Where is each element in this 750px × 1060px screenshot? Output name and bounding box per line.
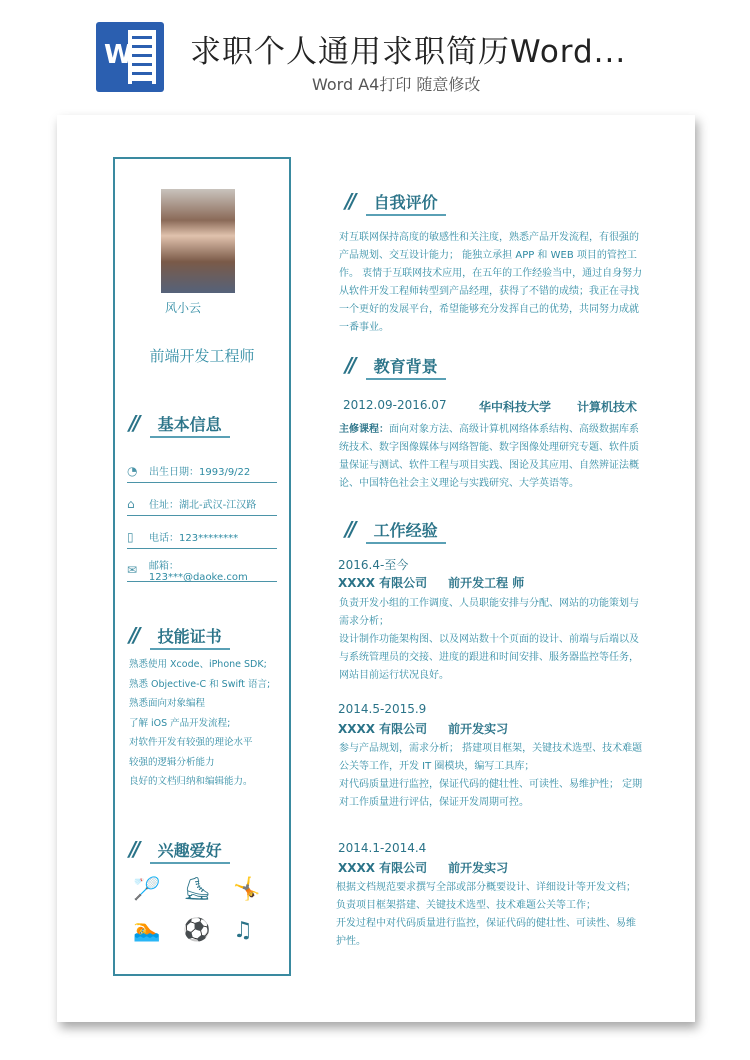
phone-icon: ▯ [127,529,134,544]
word-app-icon: W [96,22,164,92]
football-icon: ⚽ [183,918,211,943]
edu-courses: 主修课程：面向对象方法、高级计算机网络体系结构、高级数据库系统技术、数字图像媒体与网络智能、数字图像处理研究专题、软件质量保证与测试、软件工程与项目实践、图论及其应用、自然辨证法概论、中国特色社会主义理论与实践研究、大学英语等。 [339,424,639,489]
job-company: XXXX 有限公司 前开发实习 [338,722,509,736]
section-self: // 自我评价 [345,189,446,213]
job-company: XXXX 有限公司 前开发工程 师 [338,576,525,590]
section-basic: // 基本信息 [129,411,230,435]
self-evaluation: 对互联网保持高度的敏感性和关注度，熟悉产品开发流程，有很强的产品规划、交互设计能力； 能独立承担 APP 和 WEB 项目的管控工作。 衷情于互联网技术应用，在五年的工作经验当中，通过自身努力从软件开发工程师转型到产品经理，获得了不错的成绩；我正在寻找一个更好的发展平台，希望能够充分发挥自己的优势，共同努力成就一番事业。 [339,232,643,333]
sidebar [113,157,291,976]
job-desc: 参与产品规划，需求分析； 搭建项目框架，关键技术选型、技术难题公关等工作，开发 IT 圈模块，编写工具库； 对代码质量进行监控，保证代码的健壮性、可读性、易维护性； 定期对工作质量进行评估，保证开发周期可控。 [339,743,643,808]
badminton-icon: 🏸 [133,877,161,902]
info-email: ✉ 邮箱：123***@daoke.com [127,558,277,582]
mail-icon: ✉ [127,562,138,577]
music-icon: ♫ [233,918,253,943]
info-birth: ◔ 出生日期：1993/9/22 [127,459,277,483]
info-phone: ▯ 电话：123******** [127,525,277,549]
section-hobbies: // 兴趣爱好 [129,837,230,861]
swimming-icon: 🏊 [133,918,161,943]
skills-list: 熟悉使用 Xcode、iPhone SDK; 熟悉 Objective-C 和 Swift 语言; 熟悉面向对象编程 了解 iOS 产品开发流程; 对软件开发有较强的理论水平 较强的逻辑分析能力 良好的文档归纳和编辑能力。 [129,659,271,787]
profile-name: 风小云 [165,301,202,315]
section-skills: // 技能证书 [129,623,230,647]
job-desc: 根据文档规范要求撰写全部或部分概要设计、详细设计等开发文档；负责项目框架搭建、关键技术选型、技术难题公关等工作； 开发过程中对代码质量进行监控，保证代码的健壮性、可读性、易维护性。 [336,882,636,947]
profile-photo [161,189,235,293]
job-period: 2014.5-2015.9 [338,702,427,716]
edu-major: 计算机技术 [577,400,638,414]
job-title: 前端开发工程师 [149,347,255,365]
job-company: XXXX 有限公司 前开发实习 [338,861,509,875]
section-education: // 教育背景 [345,353,446,377]
edu-school: 华中科技大学 [479,400,552,414]
resume-page [57,115,695,1022]
doc-title: 求职个人通用求职简历Word... [190,34,627,70]
doc-subtitle: Word A4打印 随意修改 [312,75,481,94]
section-work: // 工作经验 [345,517,446,541]
gymnastics-icon: 🤸 [233,877,261,902]
job-period: 2016.4-至今 [338,558,409,572]
job-desc: 负责开发小组的工作调度、人员职能安排与分配、网站的功能策划与需求分析； 设计制作功能架构图、以及网站数十个页面的设计、前端与后端以及与系统管理员的交接、进度的跟进和时间安排、服务器监控等任务，网站目前运行状况良好。 [339,598,639,681]
age-icon: ◔ [127,463,138,478]
job-period: 2014.1-2014.4 [338,841,427,855]
edu-period: 2012.09-2016.07 [343,398,447,412]
skating-icon: ⛸ [183,877,211,902]
info-address: ⌂ 住址：湖北-武汉-江汉路 [127,492,277,516]
hobby-icons [133,877,283,943]
home-icon: ⌂ [127,496,135,511]
